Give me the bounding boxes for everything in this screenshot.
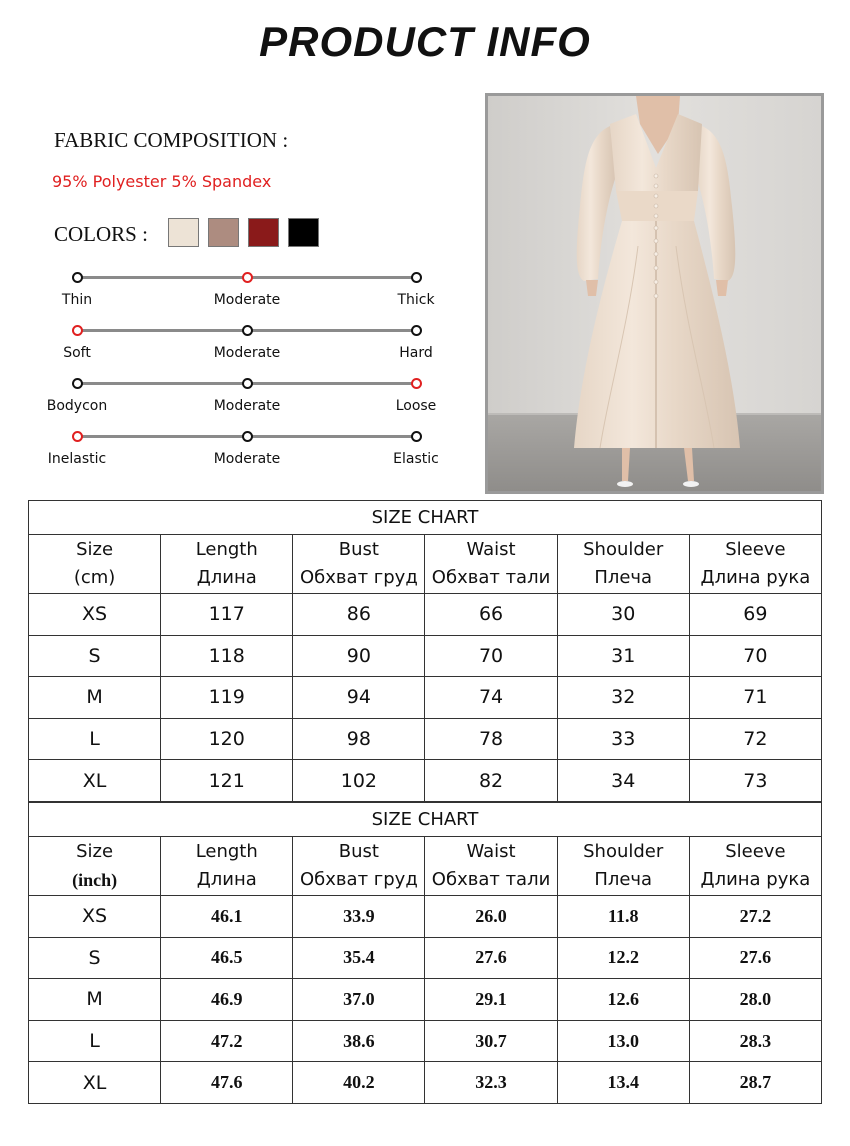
dress-illustration: [488, 96, 821, 491]
cell-size: XL: [29, 760, 161, 802]
cell-sleeve: 73: [689, 760, 821, 802]
cell-sleeve: 28.3: [689, 1020, 821, 1062]
scale-label-thin: Thin: [61, 292, 93, 308]
scale-dot-moderate: [242, 325, 253, 336]
header-shoulder: Shoulder Плеча: [557, 535, 689, 594]
scale-dot-hard: [411, 325, 422, 336]
scale-label-moderate: Moderate: [213, 398, 281, 414]
scale-dot-thin: [72, 272, 83, 283]
scale-label-loose: Loose: [395, 398, 437, 414]
scale-dot-inelastic: [72, 431, 83, 442]
table-header-row: [29, 535, 822, 594]
scale-dot-loose: [411, 378, 422, 389]
table-row: [29, 677, 822, 719]
table-row: [29, 1020, 822, 1062]
cell-length: 46.1: [161, 896, 293, 938]
softness-scale: [0, 329, 480, 379]
cell-bust: 40.2: [293, 1062, 425, 1104]
header-sleeve: Sleeve Длина рука: [689, 535, 821, 594]
cell-shoulder: 13.4: [557, 1062, 689, 1104]
scale-dot-bodycon: [72, 378, 83, 389]
cell-waist: 70: [425, 635, 557, 677]
fabric-composition-value: 95% Polyester 5% Spandex: [52, 172, 272, 191]
header-waist: Waist Обхват тали: [425, 837, 557, 896]
cell-length: 118: [161, 635, 293, 677]
cell-shoulder: 11.8: [557, 896, 689, 938]
scale-label-moderate: Moderate: [213, 292, 281, 308]
cell-bust: 35.4: [293, 937, 425, 979]
elasticity-scale: [0, 435, 480, 485]
cell-waist: 82: [425, 760, 557, 802]
cell-waist: 32.3: [425, 1062, 557, 1104]
cell-bust: 90: [293, 635, 425, 677]
header-size: Size (cm): [29, 535, 161, 594]
cell-shoulder: 31: [557, 635, 689, 677]
cell-waist: 30.7: [425, 1020, 557, 1062]
cell-sleeve: 72: [689, 718, 821, 760]
cell-size: XL: [29, 1062, 161, 1104]
cell-waist: 27.6: [425, 937, 557, 979]
table-row: [29, 937, 822, 979]
cell-bust: 94: [293, 677, 425, 719]
header-size: Size (inch): [29, 837, 161, 896]
scale-label-soft: Soft: [63, 345, 91, 361]
scale-dot-moderate: [242, 431, 253, 442]
cell-length: 120: [161, 718, 293, 760]
cell-length: 46.5: [161, 937, 293, 979]
cell-bust: 98: [293, 718, 425, 760]
cell-bust: 102: [293, 760, 425, 802]
cell-shoulder: 34: [557, 760, 689, 802]
cell-sleeve: 27.6: [689, 937, 821, 979]
header-waist: Waist Обхват тали: [425, 535, 557, 594]
cell-size: M: [29, 677, 161, 719]
cell-bust: 37.0: [293, 979, 425, 1021]
scale-dot-moderate: [242, 272, 253, 283]
fabric-composition-label: FABRIC COMPOSITION :: [54, 128, 289, 152]
header-bust: Bust Обхват груд: [293, 535, 425, 594]
size-chart-caption: SIZE CHART: [29, 803, 822, 837]
table-row: [29, 594, 822, 636]
product-photo: [485, 93, 824, 494]
cell-length: 46.9: [161, 979, 293, 1021]
cell-waist: 74: [425, 677, 557, 719]
cell-shoulder: 12.6: [557, 979, 689, 1021]
color-swatch-black[interactable]: [288, 218, 319, 247]
cell-shoulder: 30: [557, 594, 689, 636]
cell-bust: 33.9: [293, 896, 425, 938]
table-row: [29, 1062, 822, 1104]
cell-bust: 38.6: [293, 1020, 425, 1062]
cell-size: S: [29, 937, 161, 979]
cell-size: XS: [29, 594, 161, 636]
size-chart-caption: SIZE CHART: [29, 501, 822, 535]
color-swatch-cream[interactable]: [168, 218, 199, 247]
cell-sleeve: 28.0: [689, 979, 821, 1021]
header-sleeve: Sleeve Длина рука: [689, 837, 821, 896]
cell-sleeve: 28.7: [689, 1062, 821, 1104]
cell-shoulder: 32: [557, 677, 689, 719]
scale-label-bodycon: Bodycon: [46, 398, 108, 414]
cell-size: L: [29, 1020, 161, 1062]
cell-length: 117: [161, 594, 293, 636]
cell-bust: 86: [293, 594, 425, 636]
cell-length: 119: [161, 677, 293, 719]
scale-label-elastic: Elastic: [393, 451, 439, 467]
size-chart-inch: [28, 802, 822, 1104]
cell-waist: 66: [425, 594, 557, 636]
scale-dot-soft: [72, 325, 83, 336]
cell-waist: 29.1: [425, 979, 557, 1021]
cell-waist: 26.0: [425, 896, 557, 938]
table-row: [29, 896, 822, 938]
scale-dot-moderate: [242, 378, 253, 389]
table-row: [29, 760, 822, 802]
table-row: [29, 979, 822, 1021]
cell-shoulder: 12.2: [557, 937, 689, 979]
color-swatch-taupe[interactable]: [208, 218, 239, 247]
cell-sleeve: 69: [689, 594, 821, 636]
cell-size: S: [29, 635, 161, 677]
header-bust: Bust Обхват груд: [293, 837, 425, 896]
scale-dot-thick: [411, 272, 422, 283]
scale-label-moderate: Moderate: [213, 345, 281, 361]
header-length: Length Длина: [161, 535, 293, 594]
scale-label-moderate: Moderate: [213, 451, 281, 467]
colors-label: COLORS :: [54, 222, 148, 246]
cell-size: M: [29, 979, 161, 1021]
cell-sleeve: 27.2: [689, 896, 821, 938]
cell-sleeve: 70: [689, 635, 821, 677]
cell-size: XS: [29, 896, 161, 938]
cell-length: 47.2: [161, 1020, 293, 1062]
thickness-scale: [0, 276, 480, 326]
cell-size: L: [29, 718, 161, 760]
header-length: Length Длина: [161, 837, 293, 896]
cell-waist: 78: [425, 718, 557, 760]
scale-label-thick: Thick: [397, 292, 435, 308]
cell-shoulder: 13.0: [557, 1020, 689, 1062]
color-swatch-burgundy[interactable]: [248, 218, 279, 247]
fit-scale: [0, 382, 480, 432]
page-title: PRODUCT INFO: [259, 18, 591, 65]
cell-length: 121: [161, 760, 293, 802]
header-shoulder: Shoulder Плеча: [557, 837, 689, 896]
size-chart-cm: [28, 500, 822, 802]
cell-sleeve: 71: [689, 677, 821, 719]
cell-shoulder: 33: [557, 718, 689, 760]
scale-label-inelastic: Inelastic: [47, 451, 107, 467]
table-row: [29, 635, 822, 677]
scale-dot-elastic: [411, 431, 422, 442]
table-row: [29, 718, 822, 760]
scale-label-hard: Hard: [399, 345, 433, 361]
table-header-row: [29, 837, 822, 896]
cell-length: 47.6: [161, 1062, 293, 1104]
